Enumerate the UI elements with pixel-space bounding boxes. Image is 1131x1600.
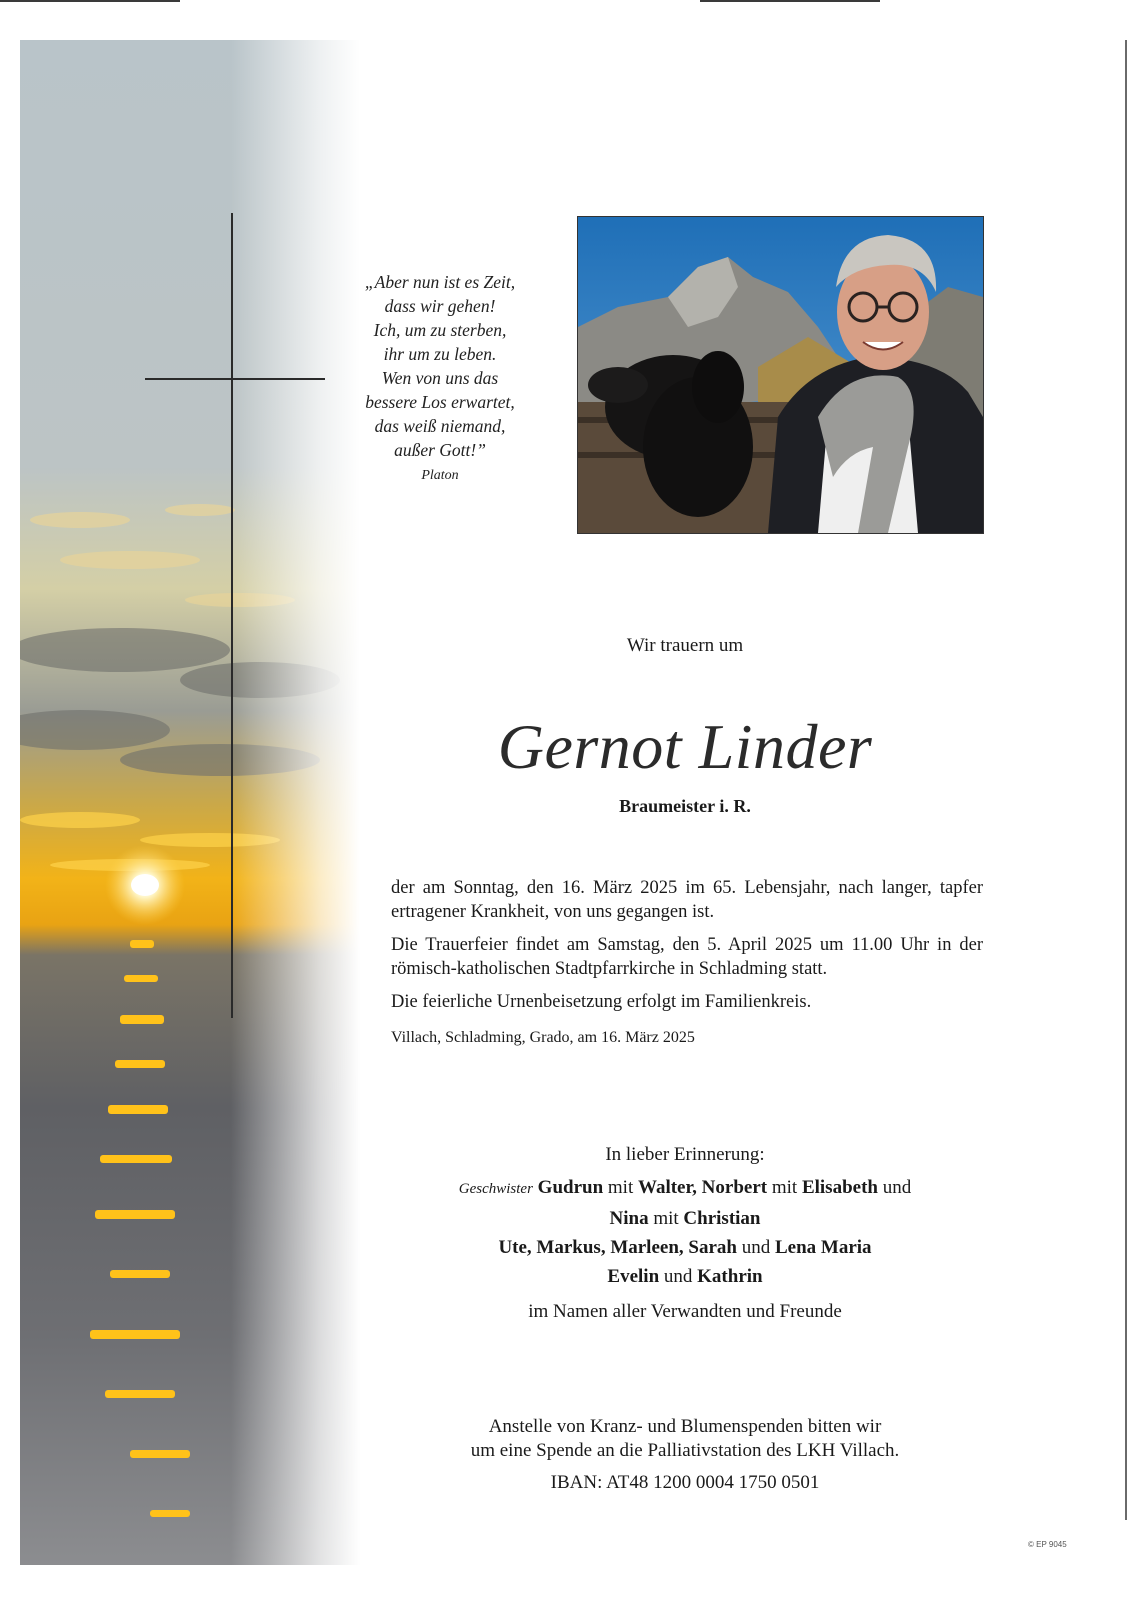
mourners-line-3 (380, 1233, 990, 1262)
scan-mark-top-right (700, 0, 880, 2)
quote-line: Wen von uns das (381, 368, 499, 388)
quote-line: Ich, um zu sterben, (373, 320, 507, 340)
intro-text: Wir trauern um (626, 635, 744, 656)
page-edge-line (1125, 40, 1127, 1520)
mourner-name: Nina (609, 1208, 649, 1229)
deceased-name: Gernot Linder (497, 711, 873, 782)
quote-line: ihr um zu leben. (383, 344, 497, 364)
copyright-mark: © EP 9045 (1028, 1540, 1067, 1549)
connector-word: mit (653, 1208, 679, 1229)
remembrance-closing: im Namen aller Verwandten und Freunde (528, 1301, 842, 1322)
iban-text: IBAN: AT48 1200 0004 1750 0501 (550, 1472, 820, 1493)
quote-line: dass wir gehen! (384, 296, 496, 316)
mourners-line-2 (380, 1204, 990, 1233)
quote (335, 270, 545, 488)
mourner-name: Gudrun (537, 1177, 604, 1198)
connector-word: mit (771, 1177, 798, 1198)
scan-mark-top (0, 0, 180, 2)
cross-horizontal-line (145, 378, 325, 380)
remembrance-block (380, 1140, 990, 1326)
quote-line: das weiß niemand, (374, 416, 506, 436)
connector-word: mit (607, 1177, 634, 1198)
quote-line: „Aber nun ist es Zeit, (364, 272, 516, 292)
sunset-sea-image (20, 40, 360, 1565)
donation-line: um eine Spende an die Palliativstation des LKH Villach. (470, 1440, 900, 1461)
funeral-paragraph: Die Trauerfeier findet am Samstag, den 5. April 2025 um 11.00 Uhr in der römisch-katholischen Stadtpfarrkirche in Schladming statt. (391, 935, 983, 979)
mourners-line-1 (380, 1173, 990, 1204)
mourner-name: Walter, Norbert (638, 1177, 768, 1198)
donation-line: Anstelle von Kranz- und Blumenspenden bitten wir (488, 1416, 882, 1437)
connector-word: und (741, 1237, 771, 1258)
mourner-name: Elisabeth (801, 1177, 878, 1198)
connector-word: und (882, 1177, 912, 1198)
portrait-photo (577, 216, 984, 534)
death-notice-paragraph: der am Sonntag, den 16. März 2025 im 65. Lebensjahr, nach langer, tapfer ertragener Krankheit, von uns gegangen ist. (391, 878, 983, 922)
place-date: Villach, Schladming, Grado, am 16. März 2025 (391, 1029, 695, 1046)
quote-author: Platon (421, 468, 459, 483)
mourner-name: Lena Maria (774, 1237, 872, 1258)
mourner-name: Evelin (607, 1266, 660, 1287)
cross-vertical-line (231, 213, 233, 1018)
mourner-name: Ute, Markus, Marleen, Sarah (498, 1237, 737, 1258)
mourners-line-4 (380, 1262, 990, 1291)
siblings-prefix: Geschwister (458, 1181, 533, 1197)
remembrance-heading: In lieber Erinnerung: (605, 1144, 765, 1165)
burial-paragraph: Die feierliche Urnenbeisetzung erfolgt im Familienkreis. (391, 992, 812, 1012)
mourner-name: Kathrin (697, 1266, 763, 1287)
announcement-body (391, 876, 983, 1059)
connector-word: und (663, 1266, 693, 1287)
quote-line: bessere Los erwartet, (365, 392, 515, 412)
donation-request (380, 1415, 990, 1495)
quote-line: außer Gott!” (394, 440, 486, 460)
mourner-name: Christian (683, 1208, 761, 1229)
deceased-profession: Braumeister i. R. (619, 796, 751, 816)
